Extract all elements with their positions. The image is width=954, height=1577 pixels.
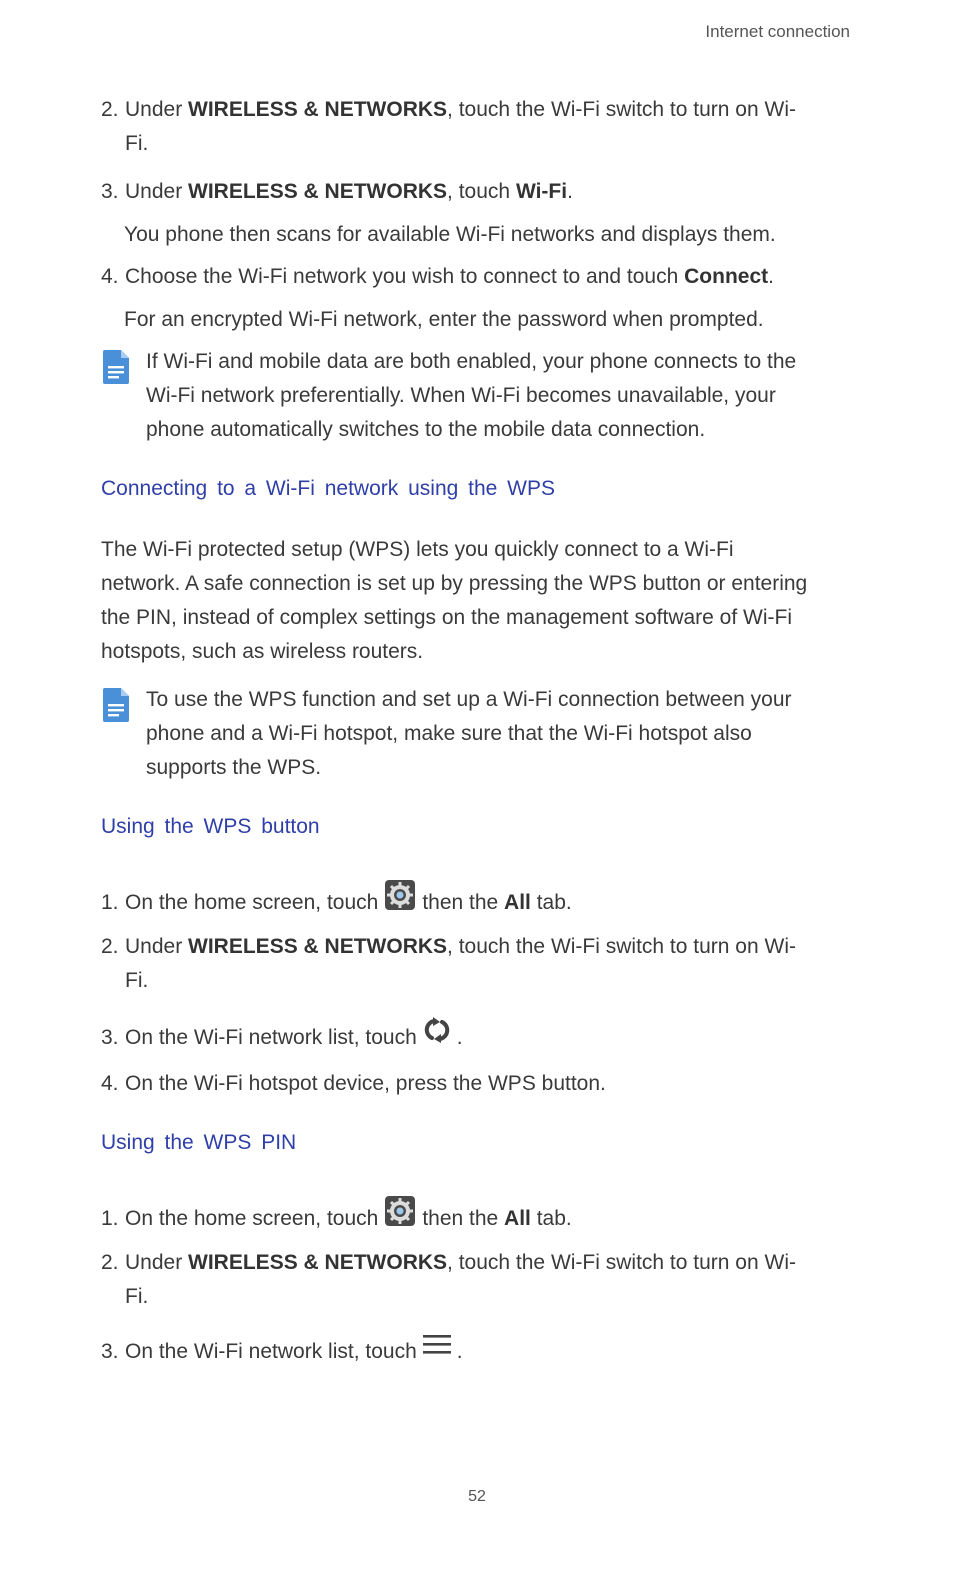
note-wps-support: To use the WPS function and set up a Wi-Fi connection between your phone and a Wi-Fi hotspot, make sure that the Wi-Fi hotspot also supports the WPS. [101, 683, 851, 785]
wps-button-step-1: 1. On the home screen, touch then the All tab. [101, 882, 851, 925]
step-4-connect: 4. Choose the Wi-Fi network you wish to connect to and touch Connect. [101, 265, 774, 288]
section-heading-wps-pin: Using the WPS PIN [101, 1131, 297, 1154]
settings-gear-icon [384, 1195, 416, 1238]
page-number: 52 [468, 1488, 486, 1505]
settings-gear-icon [384, 879, 416, 922]
section-heading-wps: Connecting to a Wi-Fi network using the WPS [101, 477, 556, 500]
step-4-detail: For an encrypted Wi-Fi network, enter the password when prompted. [124, 308, 764, 331]
wps-button-step-4: 4. On the Wi-Fi hotspot device, press the WPS button. [101, 1072, 606, 1095]
wps-icon [423, 1016, 451, 1055]
wps-pin-step-2: 2. Under WIRELESS & NETWORKS, touch the Wi-Fi switch to turn on Wi- Fi. [101, 1251, 796, 1308]
wps-button-step-2: 2. Under WIRELESS & NETWORKS, touch the Wi-Fi switch to turn on Wi- Fi. [101, 935, 796, 992]
note-icon [101, 345, 131, 447]
note-wifi-preference: If Wi-Fi and mobile data are both enabled, your phone connects to the Wi-Fi network preferentially. When Wi-Fi becomes unavailable, your phone automatically switches to the mobile data connection. [101, 345, 851, 447]
step-3-detail: You phone then scans for available Wi-Fi networks and displays them. [124, 223, 776, 246]
step-3-touch-wifi: 3. Under WIRELESS & NETWORKS, touch Wi-Fi. [101, 180, 573, 203]
wps-pin-step-3: 3. On the Wi-Fi network list, touch . [101, 1335, 851, 1369]
wps-pin-step-1: 1. On the home screen, touch then the All tab. [101, 1198, 851, 1241]
wps-intro-paragraph: The Wi-Fi protected setup (WPS) lets you quickly connect to a Wi-Fi network. A safe connection is set up by pressing the WPS button or entering the PIN, instead of complex settings on the management software of Wi-Fi hotspots, such as wireless routers. [101, 538, 808, 663]
page-header: Internet connection [705, 22, 850, 41]
step-2-wifi-switch: 2. Under WIRELESS & NETWORKS, touch the Wi-Fi switch to turn on Wi- Fi. [101, 98, 796, 155]
note-icon [101, 683, 131, 785]
section-heading-wps-button: Using the WPS button [101, 815, 320, 838]
menu-icon [423, 1332, 451, 1366]
wps-button-step-3: 3. On the Wi-Fi network list, touch . [101, 1019, 851, 1058]
